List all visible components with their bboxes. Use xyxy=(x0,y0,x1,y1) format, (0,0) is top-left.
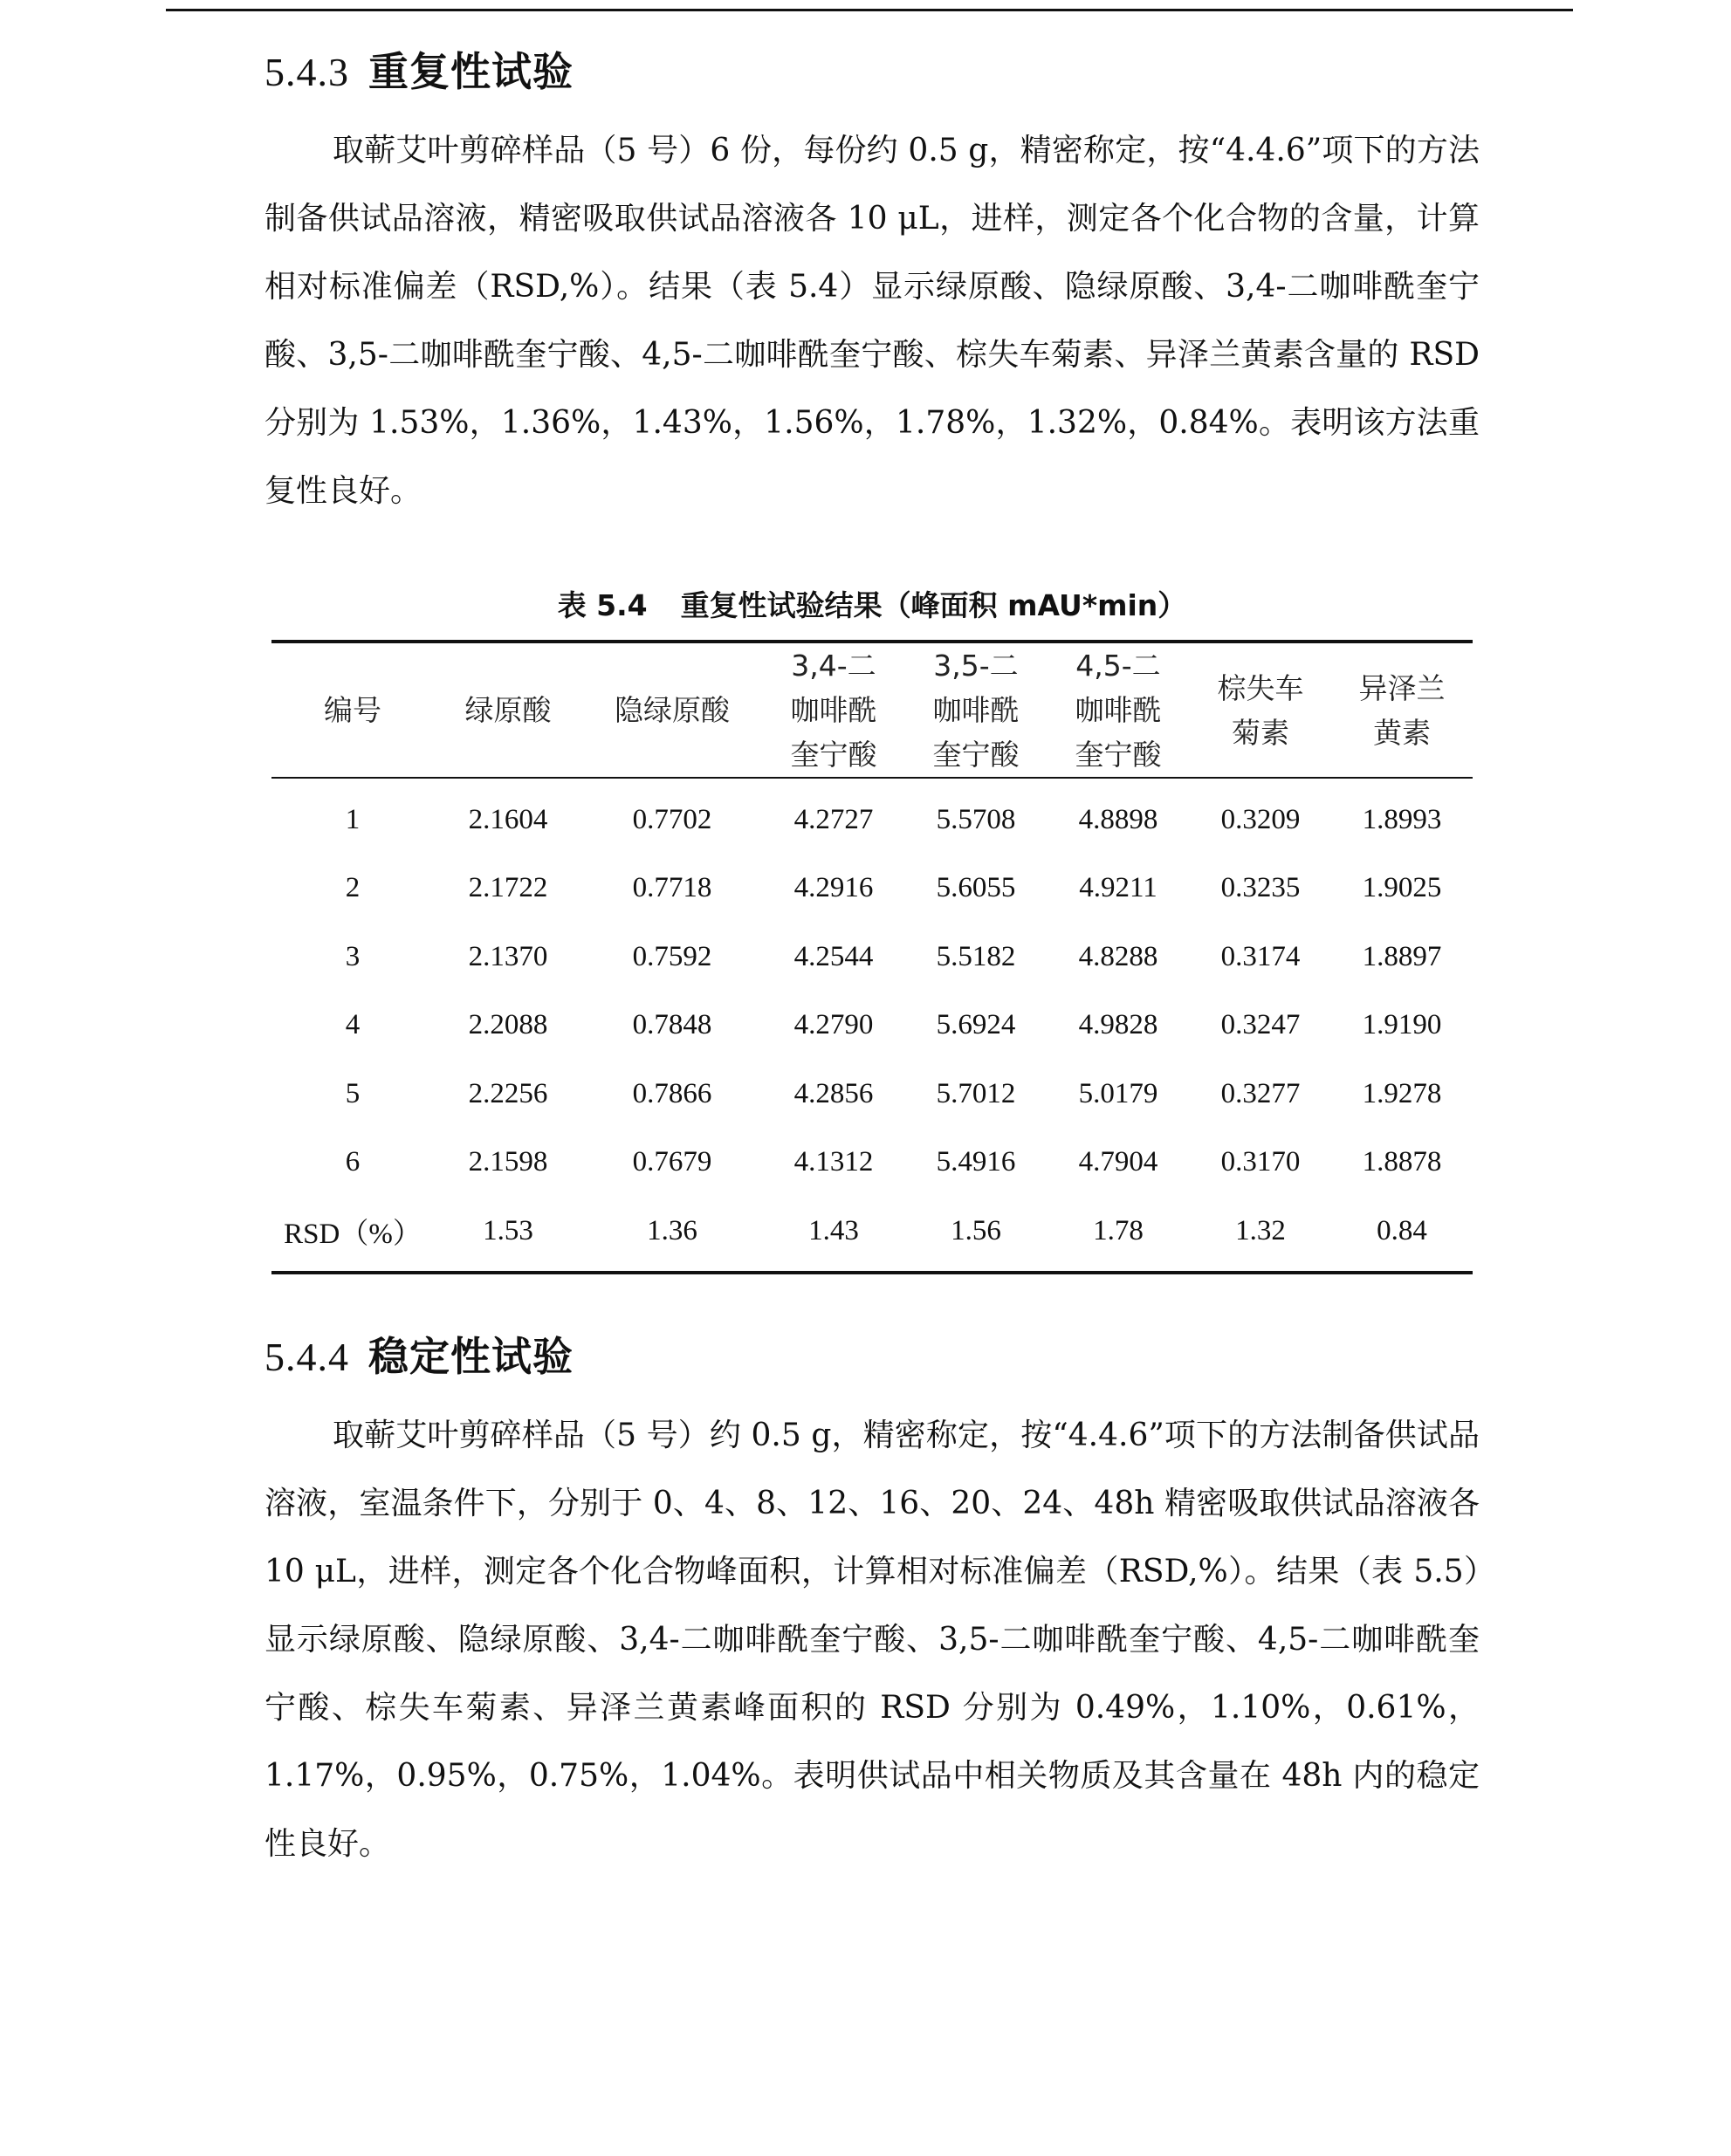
page-header-rule xyxy=(166,9,1573,11)
table-cell: 0.7866 xyxy=(632,1077,712,1109)
section-title: 稳定性试验 xyxy=(368,1333,574,1380)
table-title: 重复性试验结果（峰面积 mAU*min） xyxy=(680,588,1187,622)
header-cell: 编号 xyxy=(324,693,381,727)
section-heading-5-4-3 xyxy=(264,40,574,98)
table-cell: 1.36 xyxy=(647,1214,697,1246)
table-cell: 2.1722 xyxy=(468,872,548,904)
table-cell: 3 xyxy=(345,940,361,972)
table-cell: 0.3174 xyxy=(1220,940,1301,972)
table-cell: 4.9211 xyxy=(1079,872,1157,904)
table-cell: 5 xyxy=(345,1077,361,1109)
header-cell: 棕失车 菊素 xyxy=(1217,670,1304,750)
table-row xyxy=(271,992,1473,1061)
table-cell: 1.8878 xyxy=(1362,1146,1442,1178)
table-cell: 1.9190 xyxy=(1362,1009,1442,1041)
table-cell: 2.2256 xyxy=(468,1077,548,1109)
table-cell: 0.7718 xyxy=(632,872,712,904)
table-cell: 4.2544 xyxy=(793,940,874,972)
table-cell: 1.53 xyxy=(483,1214,533,1246)
table-cell: 2.1598 xyxy=(468,1146,548,1178)
header-cell: 4,5-二 咖啡酰 奎宁酸 xyxy=(1075,649,1162,772)
table-cell: 1.32 xyxy=(1235,1214,1286,1246)
table-cell: 5.6924 xyxy=(936,1009,1016,1041)
table-cell: 4.1312 xyxy=(793,1146,874,1178)
table-cell: 4.8288 xyxy=(1078,940,1158,972)
header-cell: 3,4-二 咖啡酰 奎宁酸 xyxy=(790,649,877,772)
table-cell: 0.7592 xyxy=(632,940,712,972)
table-cell: 4.2727 xyxy=(793,803,874,835)
table-cell: 6 xyxy=(345,1146,361,1178)
table-cell: 4.2856 xyxy=(793,1077,874,1109)
table-cell: 4.2916 xyxy=(793,872,874,904)
table-cell: 1 xyxy=(345,803,361,835)
table-row xyxy=(271,1129,1473,1198)
table-cell: 5.5708 xyxy=(936,803,1016,835)
table-cell: 4.9828 xyxy=(1078,1009,1158,1041)
table-cell: 5.7012 xyxy=(936,1077,1016,1109)
table-cell: 0.7848 xyxy=(632,1009,712,1041)
repeatability-paragraph: 取蕲艾叶剪碎样品（5 号）6 份，每份约 0.5 g，精密称定，按“4.4.6”项下的方法制备供试品溶液，精密吸取供试品溶液各 10 μL，进样，测定各个化合物的含量，计算相对标准偏差（RSD,%）。结果（表 5.4）显示绿原酸、隐绿原酸、3,4-二咖啡酰奎宁酸、3,5-二咖啡酰奎宁酸、4,5-二咖啡酰奎宁酸、棕失车菊素、异泽兰黄素含量的 RSD 分别为 1.53%，1.36%，1.43%，1.56%，1.78%，1.32%，0.84%。表明该方法重复性良好。 xyxy=(264,133,1480,509)
repeatability-table xyxy=(271,640,1473,1274)
table-label: 表 5.4 xyxy=(557,588,648,622)
table-row xyxy=(271,855,1473,924)
section-heading-5-4-4 xyxy=(264,1325,574,1383)
table-cell: RSD（%） xyxy=(284,1218,422,1250)
table-cell: 1.8897 xyxy=(1362,940,1442,972)
header-cell: 隐绿原酸 xyxy=(615,693,730,727)
table-cell: 4.2790 xyxy=(793,1009,874,1041)
table-cell: 5.4916 xyxy=(936,1146,1016,1178)
table-cell: 4.8898 xyxy=(1078,803,1158,835)
table-cell: 0.3209 xyxy=(1220,803,1301,835)
stability-paragraph: 取蕲艾叶剪碎样品（5 号）约 0.5 g，精密称定，按“4.4.6”项下的方法制备供试品溶液，室温条件下，分别于 0、4、8、12、16、20、24、48h 精密吸取供试品溶液各 10 μL，进样，测定各个化合物峰面积，计算相对标准偏差（RSD,%）。结果（表 5.5）显示绿原酸、隐绿原酸、3,4-二咖啡酰奎宁酸、3,5-二咖啡酰奎宁酸、4,5-二咖啡酰奎宁酸、棕失车菊素、异泽兰黄素峰面积的 RSD 分别为 0.49%，1.10%，0.61%，1.17%，0.95%，0.75%，1.04%。表明供试品中相关物质及其含量在 48h 内的稳定性良好。 xyxy=(264,1418,1480,1862)
table-header-row xyxy=(271,642,1473,778)
table-cell: 0.3170 xyxy=(1220,1146,1301,1178)
table-cell: 0.3235 xyxy=(1220,872,1301,904)
table-cell: 0.3277 xyxy=(1220,1077,1301,1109)
table-cell: 0.84 xyxy=(1377,1214,1427,1246)
header-cell: 异泽兰 黄素 xyxy=(1358,670,1446,750)
table-cell: 2.2088 xyxy=(468,1009,548,1041)
table-caption xyxy=(264,583,1480,624)
table-cell: 1.9025 xyxy=(1362,872,1442,904)
table-row xyxy=(271,1060,1473,1129)
table-cell: 5.0179 xyxy=(1078,1077,1158,1109)
table-cell: 5.5182 xyxy=(936,940,1016,972)
table-cell: 1.56 xyxy=(951,1214,1001,1246)
table-cell: 1.43 xyxy=(808,1214,859,1246)
table-cell: 2 xyxy=(345,872,361,904)
table-cell: 0.7702 xyxy=(632,803,712,835)
section-number: 5.4.4 xyxy=(264,1335,349,1379)
table-cell: 0.3247 xyxy=(1220,1009,1301,1041)
header-cell: 3,5-二 咖啡酰 奎宁酸 xyxy=(932,649,1020,772)
table-cell: 1.8993 xyxy=(1362,803,1442,835)
table-cell: 1.78 xyxy=(1093,1214,1144,1246)
table-cell: 0.7679 xyxy=(632,1146,712,1178)
table-cell: 1.9278 xyxy=(1362,1077,1442,1109)
table-row xyxy=(271,923,1473,992)
section-number: 5.4.3 xyxy=(264,50,349,94)
table-row xyxy=(271,778,1473,855)
table-cell: 4.7904 xyxy=(1078,1146,1158,1178)
table-row-rsd xyxy=(271,1197,1473,1273)
header-cell: 绿原酸 xyxy=(464,693,552,727)
table-cell: 4 xyxy=(345,1009,361,1041)
table-cell: 2.1370 xyxy=(468,940,548,972)
table-cell: 5.6055 xyxy=(936,872,1016,904)
table-cell: 2.1604 xyxy=(468,803,548,835)
section-title: 重复性试验 xyxy=(368,48,574,95)
